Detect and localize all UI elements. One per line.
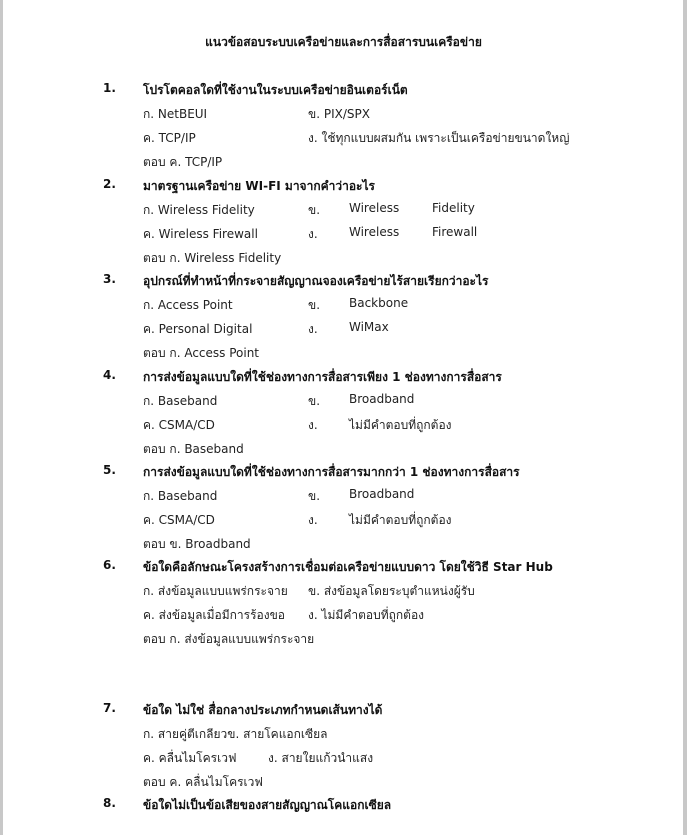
choice-b: Broadband bbox=[349, 487, 415, 501]
question-number: 4. bbox=[103, 368, 116, 382]
choice-a-b: ก. สายคู่ตีเกลียวข. สายโคแอกเซียล bbox=[143, 727, 328, 741]
choice-b: Backbone bbox=[349, 296, 409, 310]
answer: ตอบ ข. Broadband bbox=[143, 537, 251, 551]
choice-c: ค. Personal Digital bbox=[143, 322, 253, 336]
choice-d: ไม่มีคำตอบที่ถูกต้อง bbox=[349, 513, 452, 527]
question-number: 5. bbox=[103, 463, 116, 477]
choice-a: ก. Baseband bbox=[143, 394, 218, 408]
choice-d: ง. ไม่มีคำตอบที่ถูกต้อง bbox=[308, 608, 425, 622]
question-text: ข้อใดไม่เป็นข้อเสียของสายสัญญาณโคแอกเซียล bbox=[143, 798, 392, 812]
question-number: 7. bbox=[103, 701, 116, 715]
choice-d: WiMax bbox=[349, 320, 389, 334]
choice-a: ก. ส่งข้อมูลแบบแพร่กระจาย bbox=[143, 584, 288, 598]
choice-b: ข. ส่งข้อมูลโดยระบุตำแหน่งผู้รับ bbox=[308, 584, 475, 598]
choice-d-letter: ง. bbox=[308, 322, 318, 336]
question-text: การส่งข้อมูลแบบใดที่ใช้ช่องทางการสื่อสารเพียง 1 ช่องทางการสื่อสาร bbox=[143, 370, 502, 384]
choice-c: ค. ส่งข้อมูลเมื่อมีการร้องขอ bbox=[143, 608, 286, 622]
question-number: 8. bbox=[103, 796, 116, 810]
question-text: มาตรฐานเครือข่าย WI-FI มาจากคำว่าอะไร bbox=[143, 179, 375, 193]
question-number: 3. bbox=[103, 272, 116, 286]
choice-b-letter: ข. bbox=[308, 298, 321, 312]
choice-d-word2: Firewall bbox=[432, 225, 478, 239]
choice-c: ค. คลื่นไมโครเวฟ bbox=[143, 751, 237, 765]
answer: ตอบ ก. Baseband bbox=[143, 442, 244, 456]
choice-c: ค. Wireless Firewall bbox=[143, 227, 258, 241]
answer: ตอบ ค. คลื่นไมโครเวฟ bbox=[143, 775, 263, 789]
question-text: อุปกรณ์ที่ทำหน้าที่กระจายสัญญาณจองเครือข่ายไร้สายเรียกว่าอะไร bbox=[143, 274, 489, 288]
question-text: โปรโตคอลใดที่ใช้งานในระบบเครือข่ายอินเตอร์เน็ต bbox=[143, 83, 408, 97]
choice-b: Broadband bbox=[349, 392, 415, 406]
choice-d: ง. สายใยแก้วนำแสง bbox=[268, 751, 374, 765]
answer: ตอบ ก. ส่งข้อมูลแบบแพร่กระจาย bbox=[143, 632, 315, 646]
choice-d: ไม่มีคำตอบที่ถูกต้อง bbox=[349, 418, 452, 432]
page-edge-left bbox=[0, 0, 3, 835]
choice-d-word1: Wireless bbox=[349, 225, 400, 239]
question-number: 6. bbox=[103, 558, 116, 572]
choice-b-letter: ข. bbox=[308, 489, 321, 503]
answer: ตอบ ก. Access Point bbox=[143, 346, 260, 360]
choice-d-letter: ง. bbox=[308, 227, 318, 241]
choice-d-letter: ง. bbox=[308, 513, 318, 527]
choice-b-letter: ข. bbox=[308, 394, 321, 408]
answer: ตอบ ก. Wireless Fidelity bbox=[143, 251, 282, 265]
choice-d: ง. ใช้ทุกแบบผสมกัน เพราะเป็นเครือข่ายขนาดใหญ่ bbox=[308, 131, 570, 145]
choice-a: ก. Wireless Fidelity bbox=[143, 203, 255, 217]
document-title: แนวข้อสอบระบบเครือข่ายและการสื่อสารบนเครือข่าย bbox=[205, 35, 482, 49]
choice-b: ข. PIX/SPX bbox=[308, 107, 370, 121]
answer: ตอบ ค. TCP/IP bbox=[143, 155, 223, 169]
question-text: ข้อใดคือลักษณะโครงสร้างการเชื่อมต่อเครือข่ายแบบดาว โดยใช้วิธี Star Hub bbox=[143, 560, 553, 574]
question-number: 1. bbox=[103, 81, 116, 95]
choice-a: ก. Baseband bbox=[143, 489, 218, 503]
choice-b-word1: Wireless bbox=[349, 201, 400, 215]
question-text: ข้อใด ไม่ใช่ สื่อกลางประเภทกำหนดเส้นทางได้ bbox=[143, 703, 383, 717]
choice-a: ก. NetBEUI bbox=[143, 107, 208, 121]
choice-b-word2: Fidelity bbox=[432, 201, 475, 215]
choice-d-letter: ง. bbox=[308, 418, 318, 432]
choice-c: ค. TCP/IP bbox=[143, 131, 196, 145]
question-text: การส่งข้อมูลแบบใดที่ใช้ช่องทางการสื่อสารมากกว่า 1 ช่องทางการสื่อสาร bbox=[143, 465, 520, 479]
choice-a: ก. Access Point bbox=[143, 298, 233, 312]
choice-c: ค. CSMA/CD bbox=[143, 418, 215, 432]
choice-c: ค. CSMA/CD bbox=[143, 513, 215, 527]
page-edge-right bbox=[683, 0, 687, 835]
choice-b-letter: ข. bbox=[308, 203, 321, 217]
question-number: 2. bbox=[103, 177, 116, 191]
